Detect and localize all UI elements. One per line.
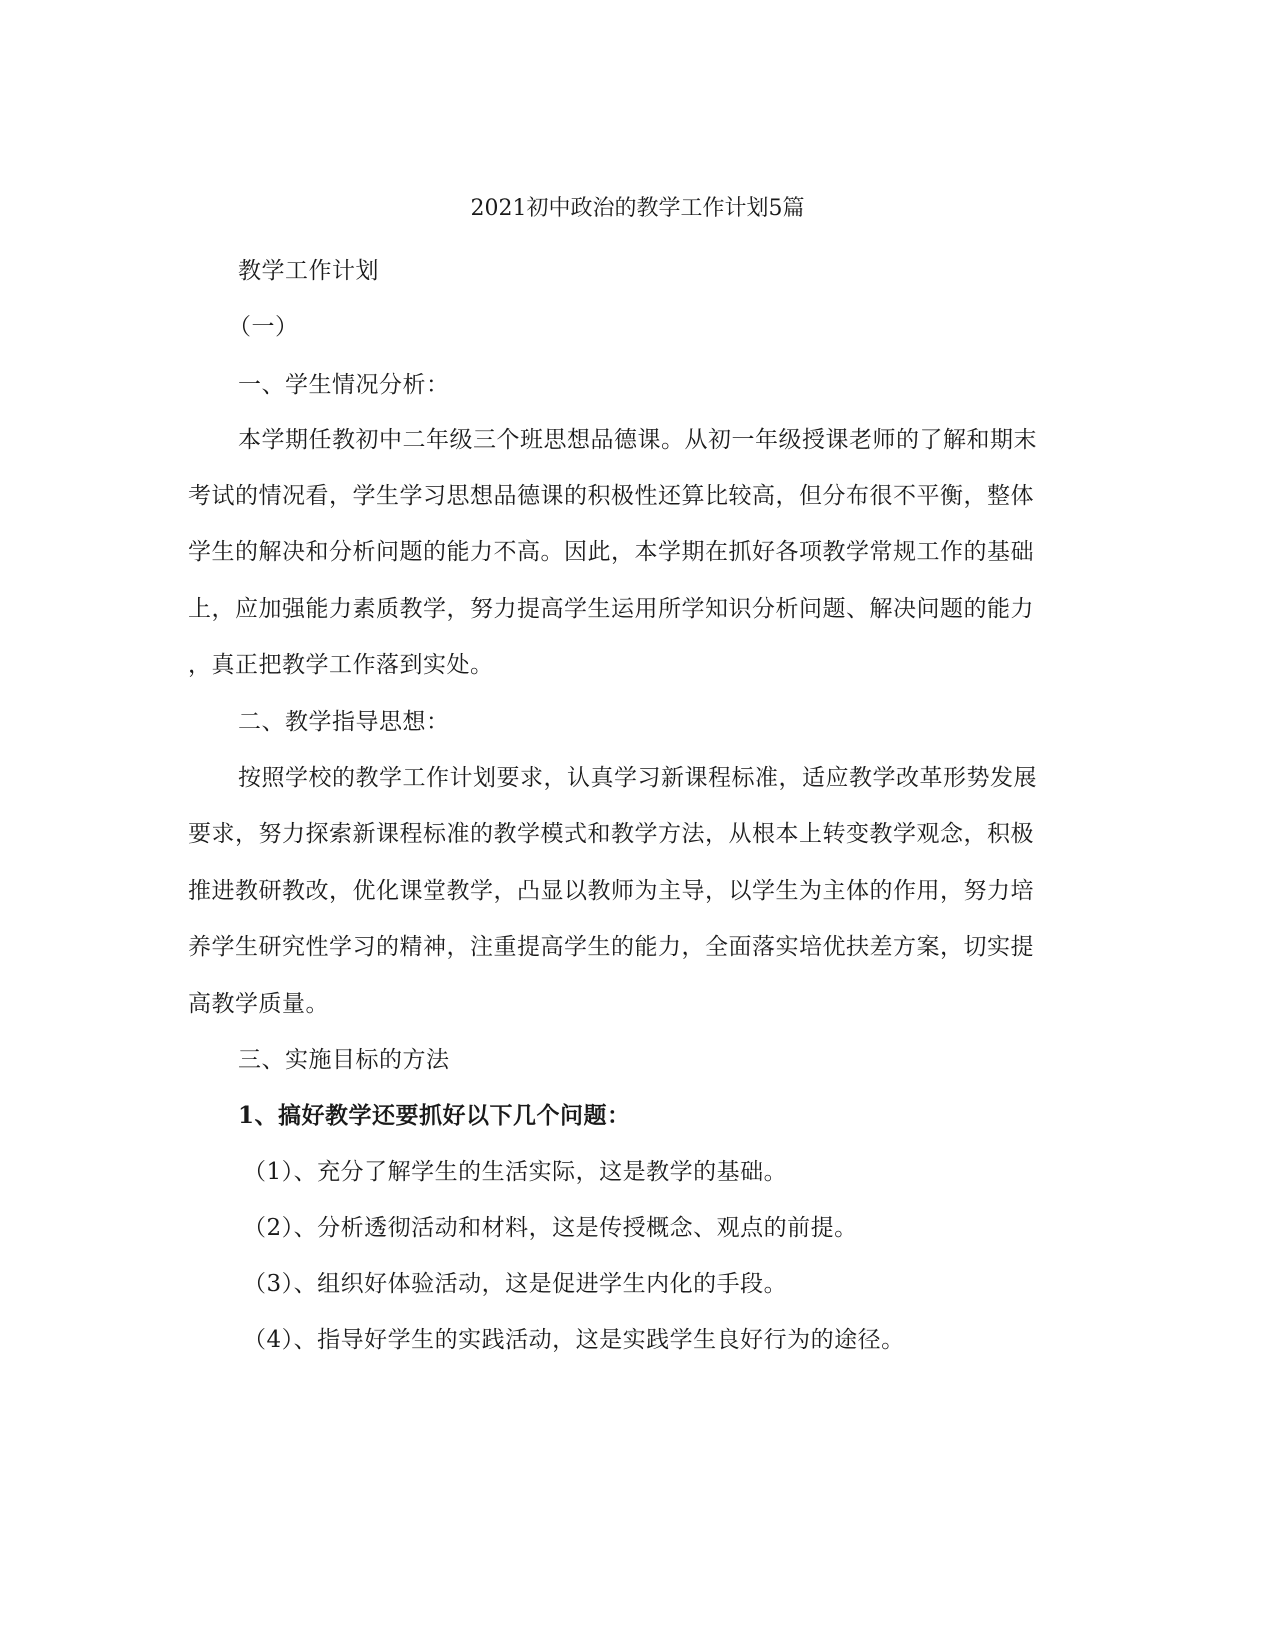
section1-heading: 一、学生情况分析： bbox=[238, 372, 450, 398]
section1-line: ，真正把教学工作落到实处。 bbox=[188, 652, 494, 678]
section2-line: 推进教研教改，优化课堂教学，凸显以教师为主导，以学生为主体的作用，努力培 bbox=[188, 878, 1034, 904]
list-item: （2）、分析透彻活动和材料，这是传授概念、观点的前提。 bbox=[243, 1215, 858, 1241]
section2-line: 要求，努力探索新课程标准的教学模式和教学方法，从根本上转变教学观念，积极 bbox=[188, 821, 1034, 847]
section2-heading: 二、教学指导思想： bbox=[238, 709, 450, 735]
section1-line: 学生的解决和分析问题的能力不高。因此，本学期在抓好各项教学常规工作的基础 bbox=[188, 539, 1034, 565]
document-title: 2021初中政治的教学工作计划5篇 bbox=[470, 196, 805, 221]
part-label: （一） bbox=[228, 314, 299, 340]
section2-line: 高教学质量。 bbox=[188, 991, 329, 1017]
subheading: 1、搞好教学还要抓好以下几个问题： bbox=[238, 1102, 631, 1129]
section2-line: 养学生研究性学习的精神，注重提高学生的能力，全面落实培优扶差方案，切实提 bbox=[188, 934, 1034, 960]
list-item: （3）、组织好体验活动，这是促进学生内化的手段。 bbox=[243, 1271, 788, 1297]
section3-heading: 三、实施目标的方法 bbox=[238, 1047, 450, 1073]
section1-line: 本学期任教初中二年级三个班思想品德课。从初一年级授课老师的了解和期末 bbox=[238, 427, 1037, 453]
section1-line: 上，应加强能力素质教学，努力提高学生运用所学知识分析问题、解决问题的能力 bbox=[188, 596, 1034, 622]
list-item: （1）、充分了解学生的生活实际，这是教学的基础。 bbox=[243, 1159, 788, 1185]
section1-line: 考试的情况看，学生学习思想品德课的积极性还算比较高，但分布很不平衡，整体 bbox=[188, 483, 1034, 509]
plan-heading: 教学工作计划 bbox=[238, 258, 379, 284]
section2-line: 按照学校的教学工作计划要求，认真学习新课程标准，适应教学改革形势发展 bbox=[238, 765, 1037, 791]
list-item: （4）、指导好学生的实践活动，这是实践学生良好行为的途径。 bbox=[243, 1327, 905, 1353]
